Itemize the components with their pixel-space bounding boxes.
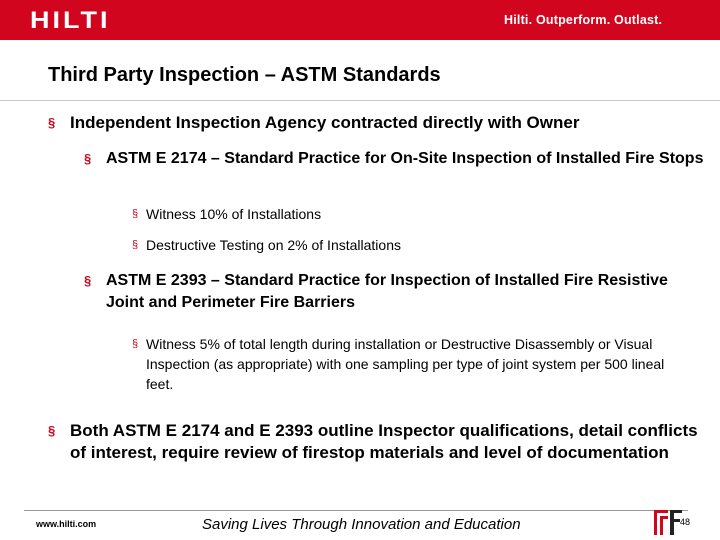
bullet-level1: § Both ASTM E 2174 and E 2393 outline Inspector qualifications, detail conflicts of interest, require review of firestop materials and level of documentation: [48, 421, 698, 462]
bullet-level3: § Witness 10% of Installations: [132, 206, 322, 222]
bullet-marker: §: [48, 115, 56, 130]
bullet-level1: § Independent Inspection Agency contracted directly with Owner: [48, 113, 580, 132]
bullet-marker: §: [132, 338, 139, 350]
bullet-level2: § ASTM E 2393 – Standard Practice for Inspection of Installed Fire Resistive Joint and Perimeter Fire Barriers: [84, 272, 668, 311]
slide-title: Third Party Inspection – ASTM Standards: [48, 64, 441, 86]
bullet-marker: §: [132, 239, 139, 251]
footer-divider: [24, 510, 688, 511]
bullet-marker: §: [84, 273, 92, 288]
bullet-marker: §: [48, 423, 56, 438]
header-slogan: Hilti. Outperform. Outlast.: [504, 13, 663, 27]
hilti-logo: HILTI: [30, 6, 111, 34]
header-bar: [0, 0, 720, 40]
bullet-marker: §: [84, 151, 92, 166]
footer-url: www.hilti.com: [36, 519, 97, 529]
bullet-level2: § ASTM E 2174 – Standard Practice for On-Site Inspection of Installed Fire Stops: [84, 148, 704, 170]
bullet-marker: §: [132, 208, 139, 220]
footer-tagline: Saving Lives Through Innovation and Education: [202, 516, 521, 533]
bullet-level3: § Witness 5% of total length during installation or Destructive Disassembly or Visual Inspection (as appropriate) with one sampling per type of joint system per 500 lineal feet.: [132, 336, 665, 392]
title-divider: [0, 100, 720, 101]
bullet-level3: § Destructive Testing on 2% of Installations: [132, 237, 401, 253]
page-number: 48: [680, 517, 691, 527]
